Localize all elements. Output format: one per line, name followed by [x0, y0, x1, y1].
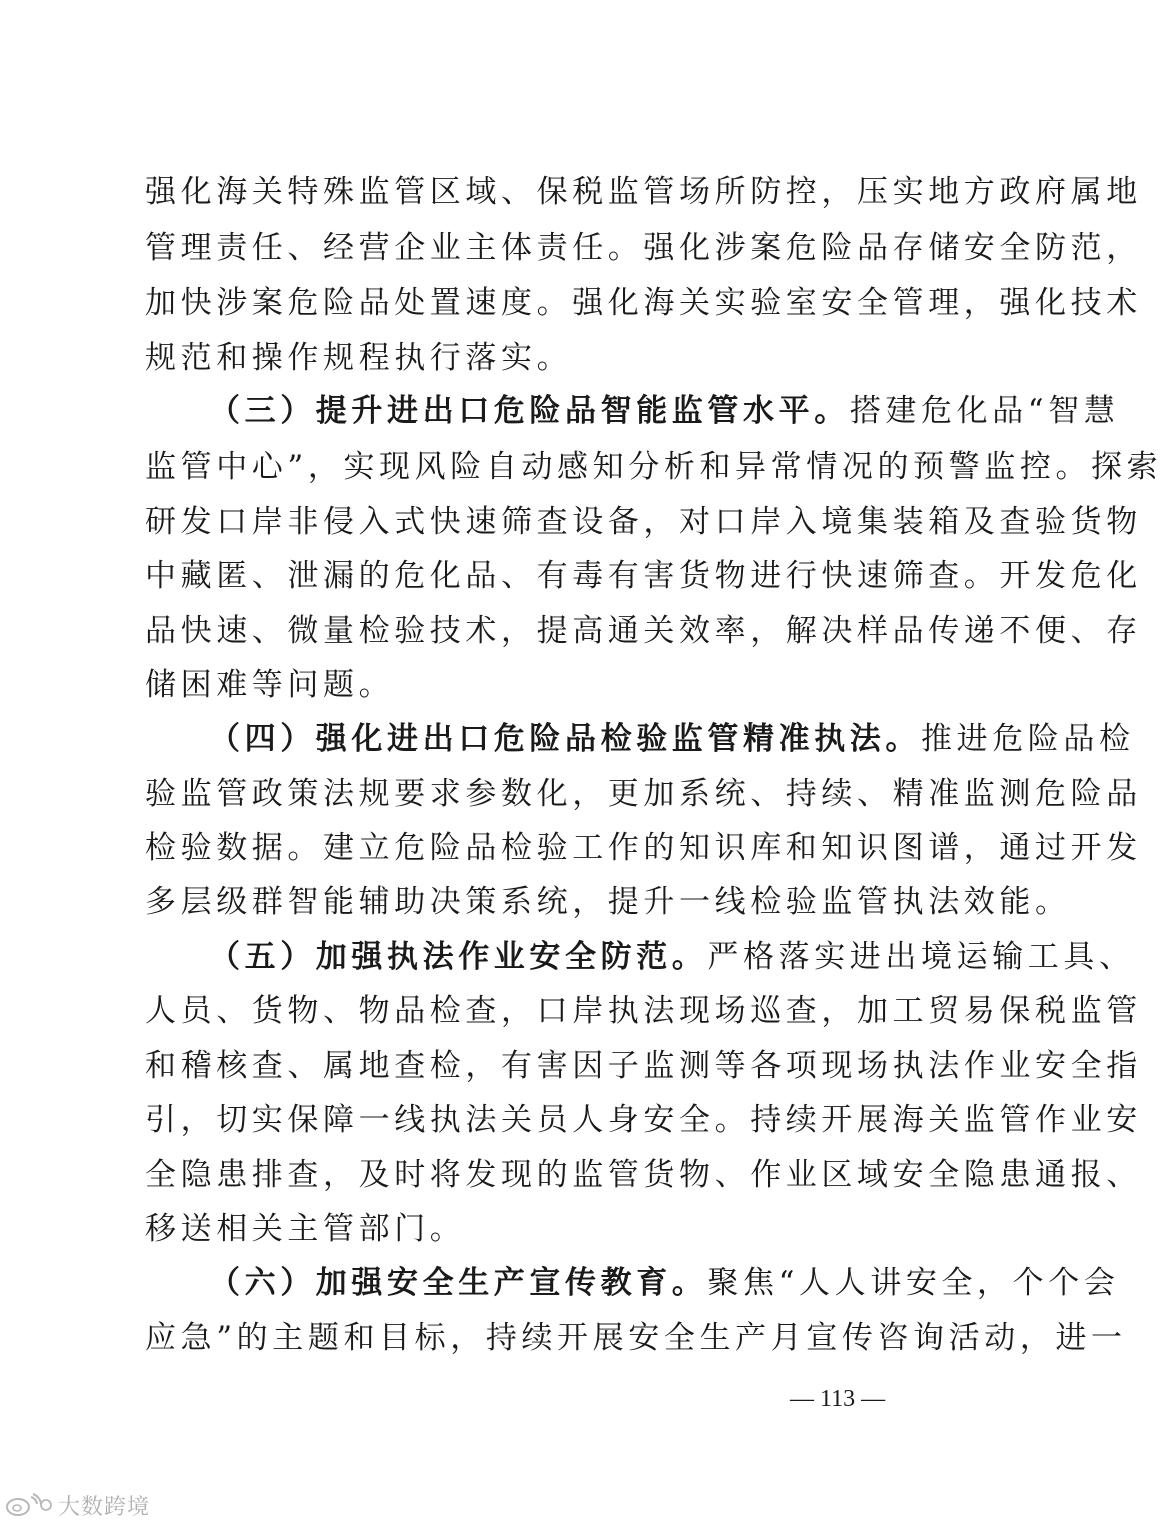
section-heading-line	[209, 391, 1120, 431]
line-text: 聚焦“人人讲安全，个个会	[707, 1265, 1120, 1301]
text-line	[145, 1209, 945, 1249]
text-line	[145, 774, 1142, 814]
line-text: 强化海关特殊监管区域、保税监管场所防控，压实地方政府属地	[145, 174, 1142, 210]
line-text: 搭建危化品“智慧	[849, 393, 1120, 429]
line-text: 移送相关主管部门。	[145, 1211, 466, 1247]
text-line	[145, 828, 1142, 868]
line-text: 研发口岸非侵入式快速筛查设备，对口岸入境集装箱及查验货物	[145, 504, 1142, 540]
section-heading-line	[209, 719, 1135, 759]
text-line	[145, 1046, 1142, 1086]
line-text: 引，切实保障一线执法关员人身安全。持续开展海关监管作业安	[145, 1102, 1142, 1138]
text-line	[145, 611, 1142, 651]
watermark-text: 大数跨境	[58, 1494, 151, 1520]
text-line	[145, 665, 945, 705]
line-text: 加快涉案危险品处置速度。强化海关实验室安全管理，强化技术	[145, 285, 1142, 321]
text-line	[145, 556, 1142, 596]
weibo-logo-icon	[4, 1493, 52, 1517]
text-line	[145, 502, 1142, 542]
section-heading: （五）加强执法作业安全防范。	[209, 939, 708, 975]
line-text: 人员、货物、物品检查，口岸执法现场巡查，加工贸易保税监管	[145, 993, 1142, 1029]
line-text: 推进危险品检	[921, 721, 1135, 757]
line-text: 多层级群智能辅助决策系统，提升一线检验监管执法效能。	[145, 884, 1071, 920]
line-text: 监管中心”，实现风险自动感知分析和异常情况的预警监控。探索	[145, 449, 1162, 485]
text-line	[145, 991, 1142, 1031]
section-heading: （三）提升进出口危险品智能监管水平。	[209, 393, 850, 429]
page-number: — 113 —	[790, 1386, 886, 1412]
text-line	[145, 882, 1071, 922]
line-text: 中藏匿、泄漏的危化品、有毒有害货物进行快速筛查。开发危化	[145, 558, 1142, 594]
watermark	[4, 1490, 150, 1520]
line-text: 品快速、微量检验技术，提高通关效率，解决样品传递不便、存	[145, 613, 1142, 649]
text-line	[145, 1318, 1127, 1358]
text-line	[145, 172, 1142, 212]
text-line	[145, 447, 1162, 487]
line-text: 全隐患排查，及时将发现的监管货物、作业区域安全隐患通报、	[145, 1157, 1142, 1193]
text-line	[145, 1155, 1142, 1195]
text-line	[145, 283, 1142, 323]
section-heading-line	[209, 937, 1135, 977]
line-text: 验监管政策法规要求参数化，更加系统、持续、精准监测危险品	[145, 776, 1142, 812]
line-text: 检验数据。建立危险品检验工作的知识库和知识图谱，通过开发	[145, 830, 1142, 866]
line-text: 应急”的主题和目标，持续开展安全生产月宣传咨询活动，进一	[145, 1320, 1127, 1356]
text-line	[145, 338, 945, 378]
line-text: 和稽核查、属地查检，有害因子监测等各项现场执法作业安全指	[145, 1048, 1142, 1084]
line-text: 严格落实进出境运输工具、	[707, 939, 1135, 975]
section-heading: （四）强化进出口危险品检验监管精准执法。	[209, 721, 921, 757]
text-line	[145, 228, 1142, 268]
line-text: 储困难等问题。	[145, 667, 395, 703]
line-text: 规范和操作规程执行落实。	[145, 340, 573, 376]
line-text: 管理责任、经营企业主体责任。强化涉案危险品存储安全防范，	[145, 230, 1142, 266]
text-line	[145, 1100, 1142, 1140]
section-heading-line	[209, 1263, 1120, 1303]
section-heading: （六）加强安全生产宣传教育。	[209, 1265, 708, 1301]
